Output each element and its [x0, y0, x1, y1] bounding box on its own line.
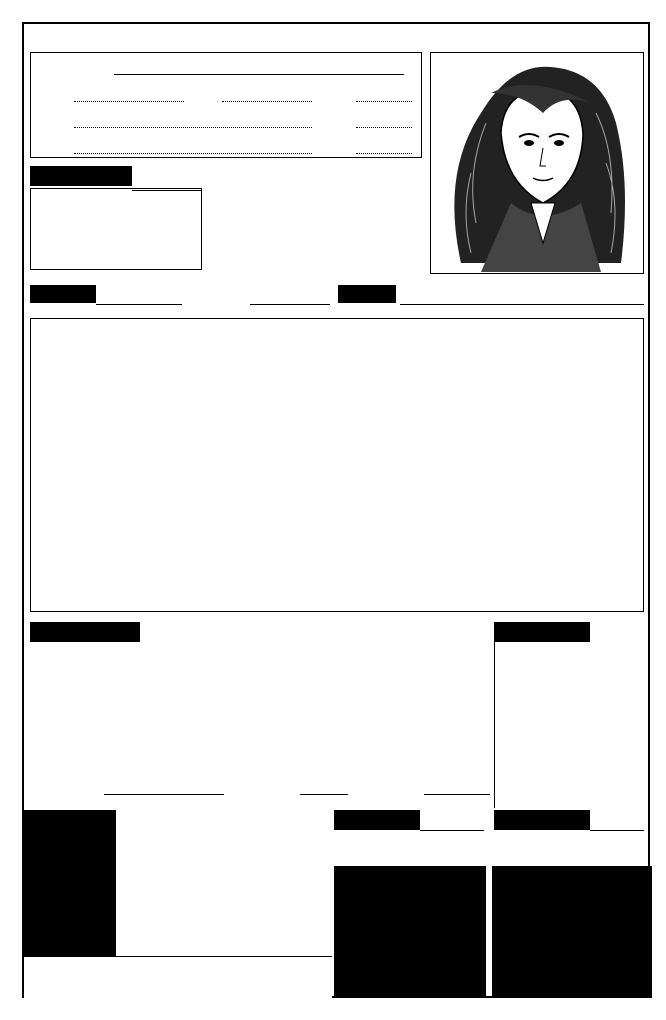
skillpoints-label: [30, 285, 96, 303]
weapons-label: [30, 622, 140, 642]
base-stats-label: [30, 166, 132, 186]
exp-label: [338, 285, 396, 303]
profile-box: [30, 52, 422, 158]
character-sheet: [22, 22, 650, 998]
totalhp-label: [334, 810, 420, 830]
portrait-illustration: [431, 53, 642, 272]
success-table: [334, 866, 486, 998]
stats-box: [30, 188, 202, 270]
hit-table-values: [116, 810, 332, 956]
willpoints-label: [494, 810, 590, 830]
portrait-frame: [430, 52, 644, 274]
willpoints-table: [492, 866, 652, 998]
will-label: [494, 622, 590, 642]
skills-box: [30, 318, 644, 612]
